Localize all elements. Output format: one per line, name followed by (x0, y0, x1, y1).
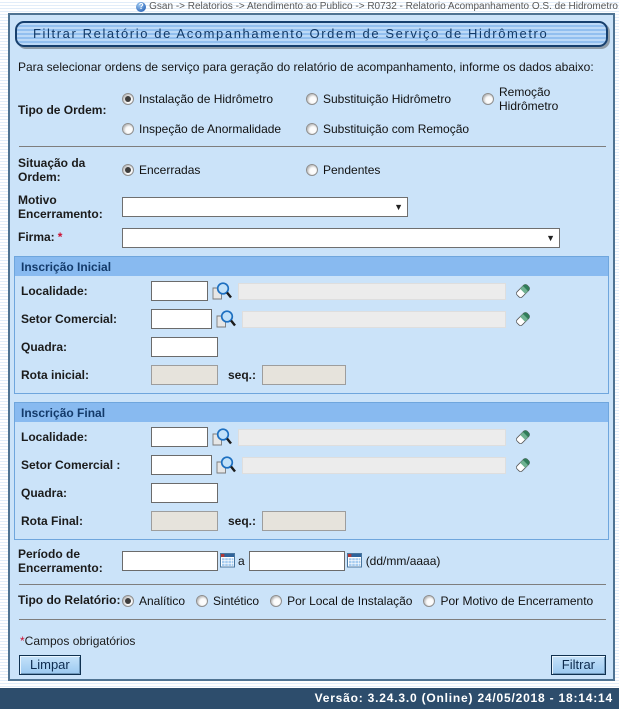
radio-label: Por Local de Instalação (287, 593, 413, 608)
localidade-inicial-row (21, 280, 602, 303)
localidade-final-description-field (238, 429, 506, 446)
report-type-label: Tipo do Relatório: (18, 593, 121, 608)
required-asterisk: * (57, 230, 63, 245)
instructions-text: Para selecionar ordens de serviço para geração do relatório de acompanhamento, informe os dados abaixo: (18, 60, 594, 74)
radio-label: Substituição com Remoção (323, 122, 470, 136)
firm-label: Firma: * (18, 230, 63, 245)
setor-comercial-label: Setor Comercial : (21, 458, 121, 473)
radio-button[interactable] (122, 164, 134, 176)
search-icon (214, 309, 236, 329)
seq-inicial-input (262, 365, 346, 385)
firm-select[interactable] (122, 228, 560, 248)
setor-inicial-description-field (242, 311, 506, 328)
option-pendentes[interactable] (306, 163, 380, 177)
option-instalacao-hidrometro[interactable] (122, 92, 306, 106)
divider (19, 584, 606, 585)
option-por-local-instalacao[interactable] (270, 594, 412, 608)
required-fields-note: *Campos obrigatórios (20, 633, 136, 648)
period-end-calendar-button[interactable] (347, 553, 362, 568)
radio-button[interactable] (122, 93, 134, 105)
quadra-inicial-row (21, 336, 602, 359)
localidade-inicial-input[interactable] (151, 281, 208, 301)
order-status-options (122, 163, 380, 177)
quadra-label: Quadra: (21, 340, 68, 355)
firm-row (18, 228, 607, 248)
calendar-icon (347, 553, 362, 568)
setor-inicial-input[interactable] (151, 309, 212, 329)
period-separator: a (238, 553, 245, 568)
localidade-final-lookup-button[interactable] (210, 427, 232, 447)
section-title: Inscrição Final (15, 403, 608, 422)
closing-reason-row (18, 193, 607, 222)
eraser-icon (514, 282, 532, 300)
radio-button[interactable] (306, 123, 318, 135)
search-icon (214, 455, 236, 475)
quadra-final-input[interactable] (151, 483, 218, 503)
report-type-row (18, 593, 607, 607)
period-label: Período de Encerramento: (18, 546, 103, 575)
option-inspecao-anormalidade[interactable] (122, 122, 306, 136)
inscricao-final-section (14, 402, 609, 540)
filter-button[interactable]: Filtrar (551, 655, 606, 675)
eraser-icon (514, 310, 532, 328)
date-format-hint: (dd/mm/aaaa) (365, 553, 441, 568)
breadcrumb (0, 0, 619, 13)
radio-button[interactable] (482, 93, 494, 105)
divider (19, 619, 606, 620)
section-title: Inscrição Inicial (15, 257, 608, 276)
option-substituicao-com-remocao[interactable] (306, 122, 482, 136)
radio-label: Inspeção de Anormalidade (139, 122, 282, 136)
required-asterisk: * (20, 633, 25, 648)
search-icon (210, 427, 232, 447)
radio-button[interactable] (306, 164, 318, 176)
clear-button[interactable]: Limpar (19, 655, 81, 675)
quadra-label: Quadra: (21, 486, 68, 501)
option-encerradas[interactable] (122, 163, 306, 177)
option-por-motivo-encerramento[interactable] (423, 594, 593, 608)
page-title: Filtrar Relatório de Acompanhamento Ordem de Serviço de Hidrômetro (15, 21, 608, 47)
seq-label: seq.: (228, 368, 257, 383)
eraser-icon (514, 456, 532, 474)
seq-label: seq.: (228, 514, 257, 529)
radio-label: Encerradas (139, 163, 201, 178)
period-row (18, 547, 607, 576)
localidade-final-clear-button[interactable] (514, 428, 532, 446)
radio-label: Por Motivo de Encerramento (440, 593, 594, 608)
order-type-row (18, 85, 607, 136)
period-start-input[interactable] (122, 551, 218, 571)
localidade-inicial-description-field (238, 283, 506, 300)
localidade-inicial-clear-button[interactable] (514, 282, 532, 300)
rota-final-input (151, 511, 218, 531)
filter-form-panel (8, 13, 615, 681)
period-end-input[interactable] (249, 551, 345, 571)
version-bar (0, 688, 619, 709)
radio-label: Analítico (139, 593, 186, 608)
localidade-inicial-lookup-button[interactable] (210, 281, 232, 301)
closing-reason-label: Motivo Encerramento: (18, 192, 103, 222)
radio-button[interactable] (306, 93, 318, 105)
setor-final-clear-button[interactable] (514, 456, 532, 474)
setor-final-description-field (242, 457, 506, 474)
radio-label: Remoção Hidrômetro (499, 85, 559, 113)
localidade-final-row (21, 426, 602, 449)
radio-label: Instalação de Hidrômetro (139, 92, 274, 106)
report-type-options (122, 594, 593, 608)
order-type-label: Tipo de Ordem: (18, 103, 107, 118)
search-icon (210, 281, 232, 301)
seq-final-input (262, 511, 346, 531)
chevron-down-icon: ▼ (394, 202, 403, 213)
help-icon[interactable]: ? (136, 2, 146, 12)
radio-label: Pendentes (323, 163, 381, 178)
order-status-row (18, 156, 607, 185)
option-substituicao-hidrometro[interactable] (306, 92, 482, 106)
setor-inicial-lookup-button[interactable] (214, 309, 236, 329)
localidade-final-input[interactable] (151, 427, 208, 447)
divider (19, 146, 606, 147)
radio-label: Substituição Hidrômetro (323, 92, 452, 106)
period-start-calendar-button[interactable] (220, 553, 235, 568)
radio-button[interactable] (196, 595, 208, 607)
localidade-label: Localidade: (21, 284, 88, 299)
rota-inicial-label: Rota inicial: (21, 368, 90, 383)
version-text: Versão: 3.24.3.0 (Online) 24/05/2018 - 18:14:14 (314, 691, 613, 705)
radio-button[interactable] (270, 595, 282, 607)
setor-final-lookup-button[interactable] (214, 455, 236, 475)
radio-button[interactable] (122, 595, 134, 607)
quadra-final-row (21, 482, 602, 505)
localidade-label: Localidade: (21, 430, 88, 445)
eraser-icon (514, 428, 532, 446)
setor-inicial-clear-button[interactable] (514, 310, 532, 328)
setor-final-row (21, 454, 602, 477)
option-remocao-hidrometro[interactable] (482, 85, 607, 113)
quadra-inicial-input[interactable] (151, 337, 218, 357)
option-sintetico[interactable] (196, 594, 259, 608)
radio-label: Sintético (213, 593, 260, 608)
rota-final-row (21, 510, 602, 533)
order-type-options (122, 85, 607, 136)
radio-button[interactable] (423, 595, 435, 607)
inscricao-inicial-section (14, 256, 609, 394)
chevron-down-icon: ▼ (546, 232, 555, 243)
calendar-icon (220, 553, 235, 568)
setor-final-input[interactable] (151, 455, 212, 475)
rota-final-label: Rota Final: (21, 514, 83, 529)
setor-inicial-row (21, 308, 602, 331)
rota-inicial-input (151, 365, 218, 385)
option-analitico[interactable] (122, 594, 185, 608)
closing-reason-select[interactable] (122, 197, 408, 217)
order-status-label: Situação da Ordem: (18, 156, 86, 185)
breadcrumb-text: Gsan -> Relatorios -> Atendimento ao Publico -> R0732 - Relatorio Acompanhamento O.S. de Hidrometro (149, 1, 618, 12)
rota-inicial-row (21, 364, 602, 387)
setor-comercial-label: Setor Comercial: (21, 312, 118, 327)
radio-button[interactable] (122, 123, 134, 135)
